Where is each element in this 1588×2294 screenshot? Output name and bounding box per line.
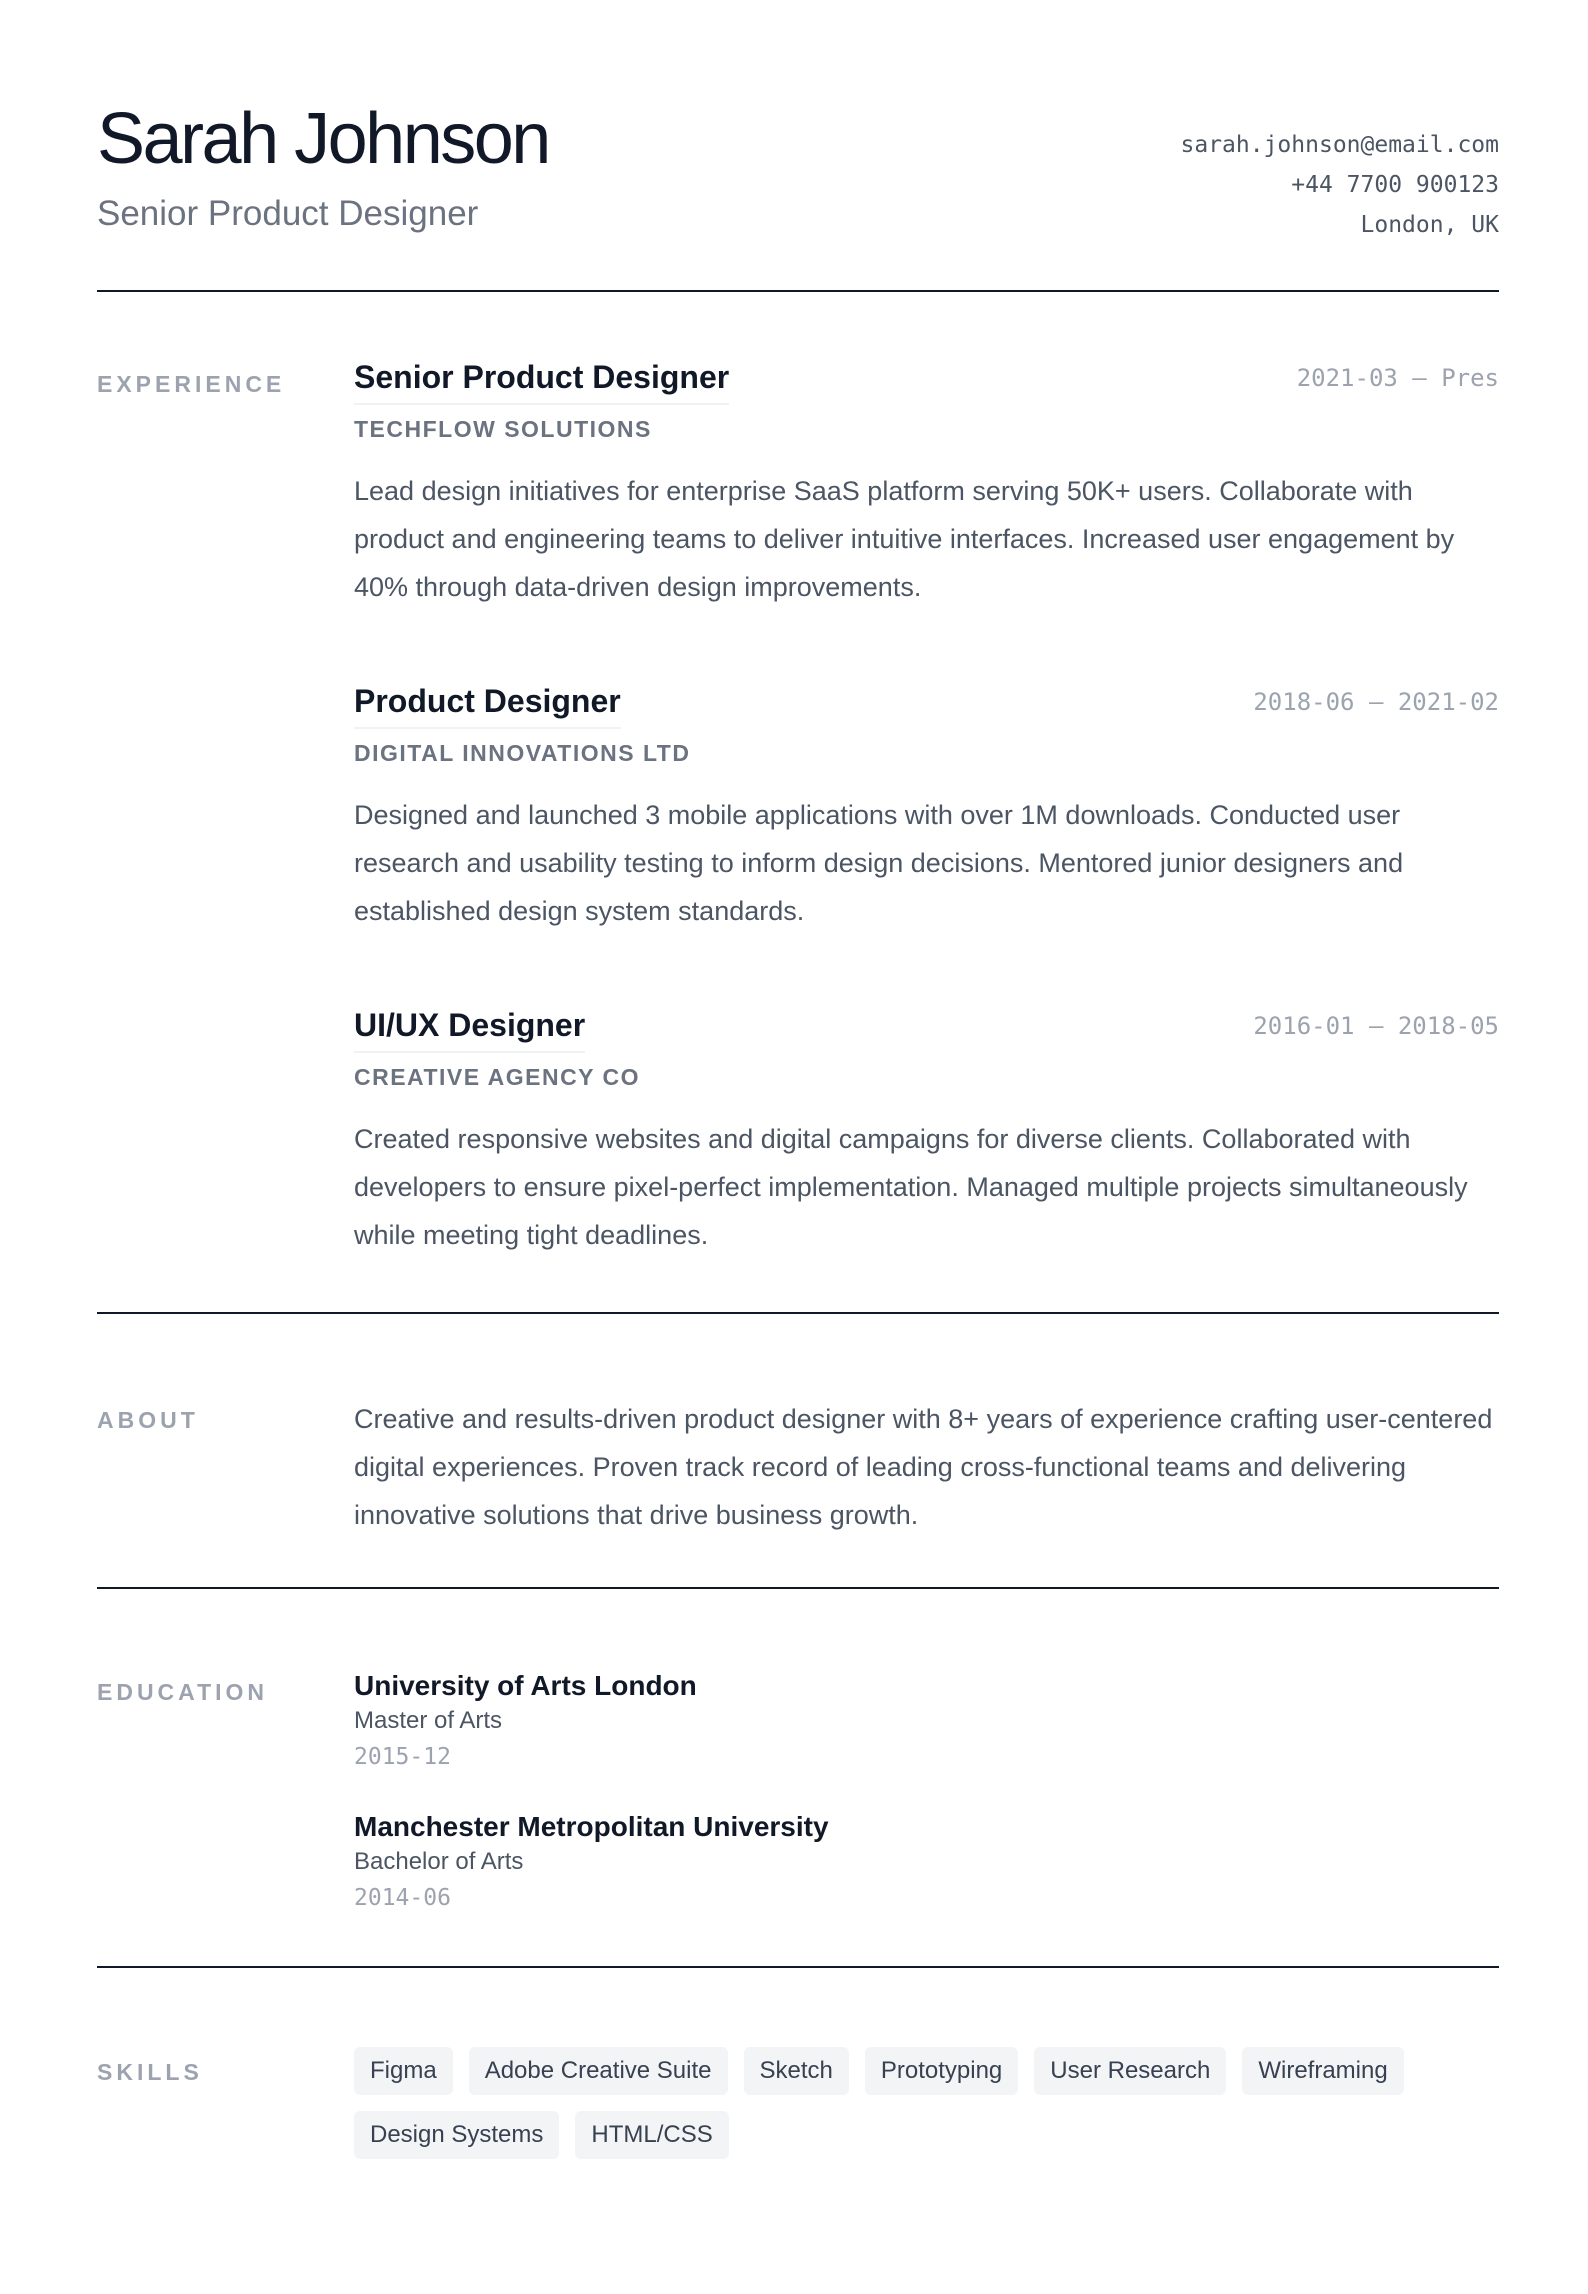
candidate-title: Senior Product Designer [97,194,479,233]
skill-tag: Prototyping [865,2047,1018,2095]
skill-tag: Wireframing [1242,2047,1403,2095]
education-school: University of Arts London [354,1670,697,1701]
skill-tag: Sketch [744,2047,849,2095]
job-title: Senior Product Designer [354,357,729,405]
candidate-name: Sarah Johnson [97,99,549,179]
contact-phone[interactable]: +44 7700 900123 [1291,172,1499,198]
job-company: CREATIVE AGENCY CO [354,1064,640,1090]
skill-tag: Adobe Creative Suite [469,2047,728,2095]
education-degree: Bachelor of Arts [354,1848,524,1875]
skill-tag: Design Systems [354,2111,559,2159]
job-dates: 2018-06 – 2021-02 [1253,688,1499,716]
job-title: UI/UX Designer [354,1005,585,1053]
about-section-label: ABOUT [97,1407,199,1433]
contact-email[interactable]: sarah.johnson@email.com [1180,132,1499,158]
education-school: Manchester Metropolitan University [354,1811,829,1842]
job-title: Product Designer [354,681,621,729]
skill-tag: User Research [1034,2047,1226,2095]
job-company: DIGITAL INNOVATIONS LTD [354,740,691,766]
job-dates: 2016-01 – 2018-05 [1253,1012,1499,1040]
skills-section-label: SKILLS [97,2059,203,2085]
education-divider [97,1966,1499,1968]
job-description: Designed and launched 3 mobile applications with over 1M downloads. Conducted user research and usability testing to inform design decisions. Mentored junior designers and established design system standards. [354,800,1404,926]
education-date: 2015-12 [354,1744,451,1770]
education-date: 2014-06 [354,1885,451,1911]
about-divider [97,1587,1499,1589]
about-text: Creative and results-driven product designer with 8+ years of experience crafting user-centered digital experiences. Proven track record of leading cross-functional teams and delivering innovative solutions that drive business growth. [354,1404,1493,1530]
experience-section [354,357,1499,1257]
contact-location: London, UK [1360,212,1499,238]
skills-list [354,2047,1499,2159]
education-degree: Master of Arts [354,1707,503,1734]
job-dates: 2021-03 – Pres [1296,364,1499,392]
job-description: Created responsive websites and digital campaigns for diverse clients. Collaborated with developers to ensure pixel-perfect implementation. Managed multiple projects simultaneously while meeting tight deadlines. [354,1124,1468,1250]
job-company: TECHFLOW SOLUTIONS [354,416,652,442]
experience-section-label: EXPERIENCE [97,371,286,397]
education-entry [354,1809,1499,1917]
skill-tag: HTML/CSS [575,2111,728,2159]
education-entry [354,1668,1499,1776]
job-description: Lead design initiatives for enterprise SaaS platform serving 50K+ users. Collaborate with product and engineering teams to deliver intuitive interfaces. Increased user engagement by 40% through data-driven design improvements. [354,476,1455,602]
education-section [354,1668,1499,1911]
resume-header [97,95,1499,290]
contact-info [1181,125,1500,245]
skill-tag: Figma [354,2047,453,2095]
header-divider [97,290,1499,292]
experience-divider [97,1312,1499,1314]
education-section-label: EDUCATION [97,1679,269,1705]
skills-section [354,2047,1499,2159]
